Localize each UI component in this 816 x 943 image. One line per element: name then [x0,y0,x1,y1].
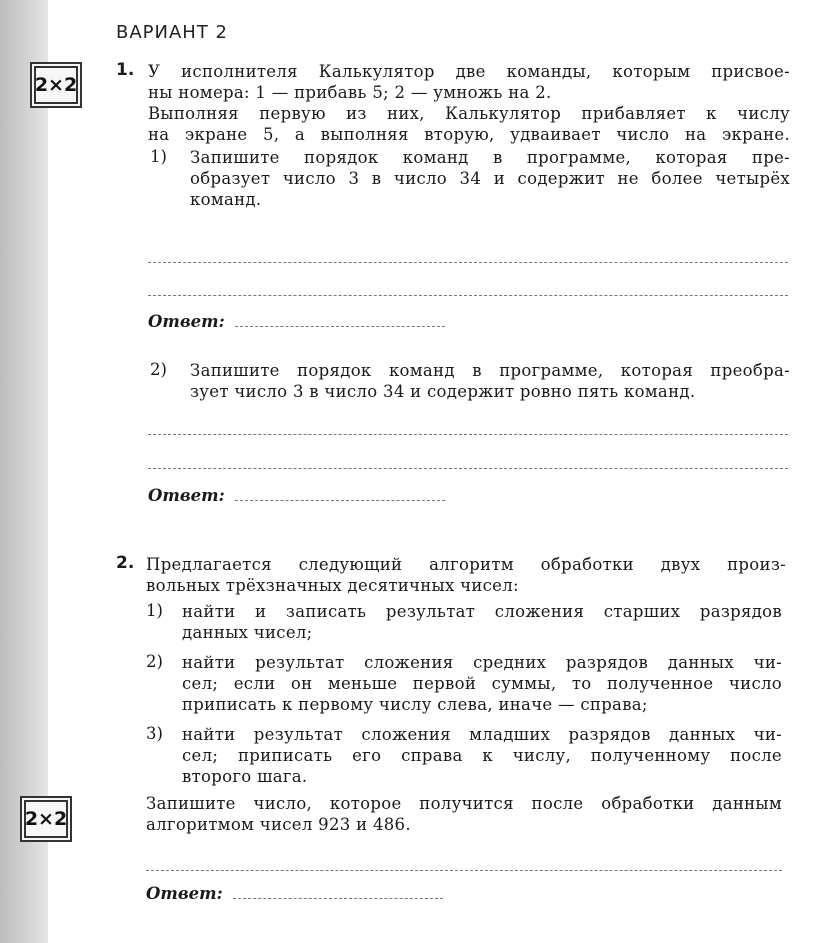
variant-header: ВАРИАНТ 2 [116,22,228,43]
task-2-number: 2. [116,553,135,573]
answer-row-2[interactable] [146,884,443,903]
task-1-sub-2-line-1: Запишите порядок команд в программе, которая преобра- [190,361,790,380]
answer-blank[interactable] [235,326,445,327]
task-2-intro-line-2: вольных трёхзначных десятичных чисел: [146,576,519,595]
task-2-step-3-line-1: найти результат сложения младших разрядов данных чи- [182,725,782,744]
task-2-step-3-line-2: сел; приписать его справа к числу, полученному после [182,746,782,765]
task-1-intro-line-3: Выполняя первую из них, Калькулятор прибавляет к числу [148,104,790,123]
task-2-intro-line-1: Предлагается следующий алгоритм обработки двух произ- [146,555,786,574]
answer-blank[interactable] [233,898,443,899]
task-2-question-line-2: алгоритмом чисел 923 и 486. [146,815,411,834]
task-1-sub-1-number: 1) [150,147,167,166]
task-1-sub-1-line-2: образует число 3 в число 34 и содержит не более четырёх [190,169,790,188]
answer-label: Ответ: [146,884,223,903]
task-1-sub-2-number: 2) [150,360,167,379]
answer-label: Ответ: [148,486,225,505]
task-2-step-2-line-2: сел; если он меньше первой суммы, то полученное число [182,674,782,693]
task-1-sub-2-line-2: зует число 3 в число 34 и содержит ровно пять команд. [190,382,696,401]
answer-work-line[interactable] [146,870,782,871]
task-1-intro-line-4: на экране 5, а выполняя вторую, удваивает число на экране. [148,125,790,144]
task-2-step-2-number: 2) [146,652,163,671]
task-1-intro-line-1: У исполнителя Калькулятор две команды, которым присвое- [148,62,790,81]
task-2-step-3-number: 3) [146,724,163,743]
task-2-step-1-number: 1) [146,601,163,620]
difficulty-badge-bottom [20,796,72,842]
badge-label: 2×2 [34,66,78,104]
difficulty-badge-top [30,62,82,108]
answer-work-line[interactable] [148,295,788,296]
task-2-question-line-1: Запишите число, которое получится после обработки данным [146,794,782,813]
answer-blank[interactable] [235,500,445,501]
badge-label: 2×2 [24,800,68,838]
answer-row-1-1[interactable] [148,312,445,331]
task-1-sub-1-line-1: Запишите порядок команд в программе, которая пре- [190,148,790,167]
answer-label: Ответ: [148,312,225,331]
task-1-sub-1-line-3: команд. [190,190,262,209]
task-1-number: 1. [116,60,135,80]
task-2-step-3-line-3: второго шага. [182,767,308,786]
task-1-intro-line-2: ны номера: 1 — прибавь 5; 2 — умножь на 2. [148,83,552,102]
answer-row-1-2[interactable] [148,486,445,505]
task-2-step-1-line-2: данных чисел; [182,623,313,642]
task-2-step-1-line-1: найти и записать результат сложения старших разрядов [182,602,782,621]
answer-work-line[interactable] [148,434,788,435]
answer-work-line[interactable] [148,468,788,469]
task-2-step-2-line-3: приписать к первому числу слева, иначе — справа; [182,695,648,714]
answer-work-line[interactable] [148,262,788,263]
task-2-step-2-line-1: найти результат сложения средних разрядов данных чи- [182,653,782,672]
